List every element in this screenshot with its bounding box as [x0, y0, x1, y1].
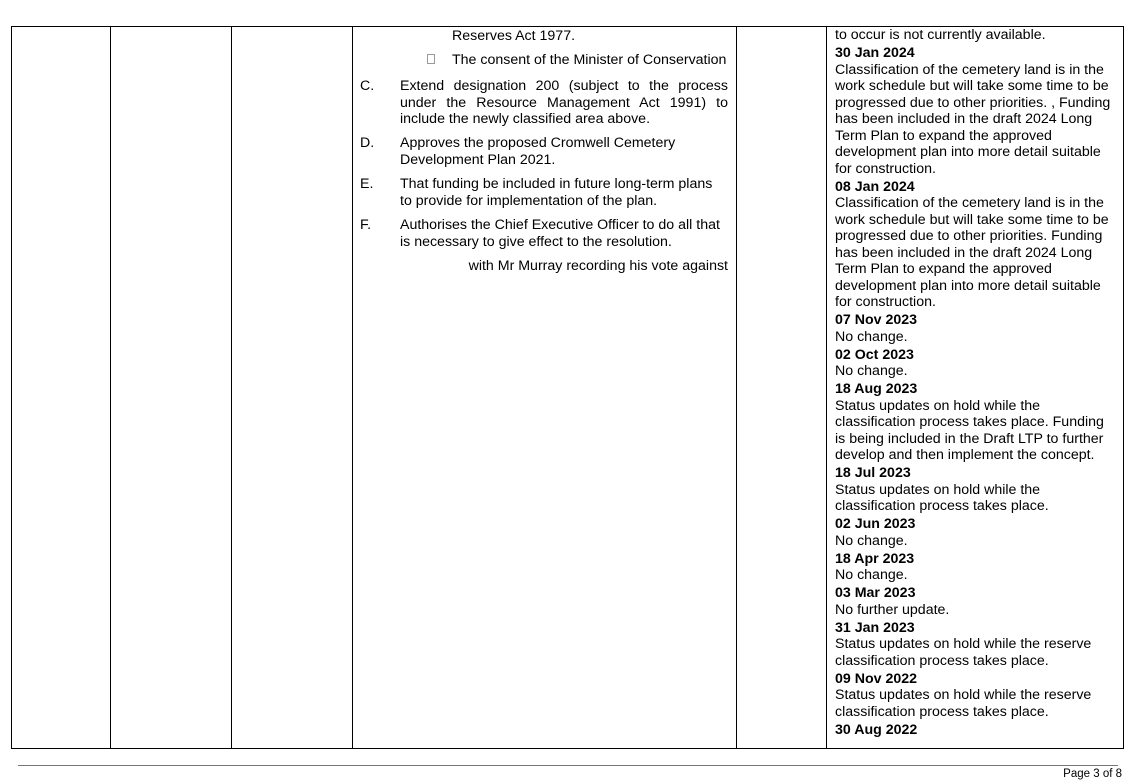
status-entry-note: Classification of the cemetery land is in the work schedule but will take some time to be progressed due to other priorities. Funding has been included in the draft 2024 Long Term Plan to expand the approved development plan into more detail suitable for construction.	[835, 195, 1109, 310]
column-divider	[110, 26, 111, 749]
resolution-item	[360, 176, 728, 209]
status-entry	[835, 312, 1117, 345]
resolution-item-text: Authorises the Chief Executive Officer to do all that is necessary to give effect to the resolution.	[400, 217, 720, 250]
status-entry	[835, 671, 1117, 721]
resolution-item	[360, 217, 728, 250]
resolution-cell	[353, 26, 736, 749]
status-entry	[835, 722, 1117, 739]
status-entry-date: 02 Oct 2023	[835, 346, 914, 363]
column-divider	[736, 26, 737, 749]
status-entry	[835, 465, 1117, 515]
status-entry	[835, 551, 1117, 584]
resolution-item-text: Approves the proposed Cromwell Cemetery Development Plan 2021.	[400, 135, 676, 168]
status-entry-note: Status updates on hold while the reserve classification process takes place.	[835, 636, 1092, 669]
status-entry-date: 18 Apr 2023	[835, 550, 915, 567]
status-entry-date: 08 Jan 2024	[835, 178, 915, 195]
status-entry-note: Status updates on hold while the reserve classification process takes place.	[835, 687, 1092, 720]
bullet-box-icon	[427, 54, 435, 64]
status-entry-date: 18 Jul 2023	[835, 465, 911, 481]
resolution-item-letter: E.	[360, 176, 374, 192]
status-entry-date: 30 Jan 2024	[835, 45, 915, 61]
vote-note: with Mr Murray recording his vote against	[468, 258, 728, 274]
status-entry-note: No change.	[835, 363, 908, 379]
status-entry-note: Status updates on hold while the classification process takes place. Funding is being included in the Draft LTP to further develop and then implement the concept.	[835, 397, 1104, 463]
status-entry	[835, 179, 1117, 311]
status-entry-date: 07 Nov 2023	[835, 312, 918, 328]
status-entry-date: 18 Aug 2023	[835, 381, 918, 397]
resolution-bullet-text: The consent of the Minister of Conservation	[452, 52, 727, 68]
column-divider	[231, 26, 232, 749]
status-entry-note: Status updates on hold while the classification process takes place.	[835, 481, 1049, 514]
footer-divider	[18, 765, 1118, 766]
status-entry-date: 02 Jun 2023	[835, 516, 916, 532]
status-entry	[835, 516, 1117, 549]
resolution-item-text: Extend designation 200 (subject to the process under the Resource Management Act 1991) to include the newly classified area above.	[400, 78, 728, 127]
status-entry-date: 03 Mar 2023	[835, 585, 916, 601]
status-lead-text: to occur is not currently available.	[835, 27, 1046, 43]
resolution-continued-text: Reserves Act 1977.	[452, 28, 576, 44]
status-entry-note: No change.	[835, 532, 908, 549]
status-entry	[835, 585, 1117, 618]
status-cell	[826, 26, 1122, 749]
status-entry-date: 30 Aug 2022	[835, 721, 918, 738]
status-entry	[835, 45, 1117, 177]
status-entry	[835, 620, 1117, 670]
status-entry	[835, 381, 1117, 464]
resolution-item-letter: D.	[360, 135, 375, 151]
status-updates	[835, 27, 1117, 738]
resolution-item	[360, 135, 728, 168]
status-entry-date: 31 Jan 2023	[835, 619, 915, 636]
resolution-item	[360, 78, 728, 128]
status-entry-note: No change.	[835, 567, 908, 583]
resolution-item-letter: F.	[360, 217, 372, 233]
status-entry-list	[835, 45, 1117, 738]
status-entry-note: No change.	[835, 328, 908, 345]
status-entry	[835, 347, 1117, 380]
status-entry-note: Classification of the cemetery land is in the work schedule but will take some time to be progressed due to other priorities. , Funding has been included in the draft 2024 Long Term Plan to expand the approved development plan into more detail suitable for construction.	[835, 61, 1111, 177]
resolution-item-letter: C.	[360, 78, 375, 94]
page-number: Page 3 of 8	[1063, 768, 1122, 780]
status-entry-date: 09 Nov 2022	[835, 670, 918, 687]
resolution-item-text: That funding be included in future long-term plans to provide for implementation of the plan.	[400, 176, 713, 209]
status-entry-note: No further update.	[835, 601, 950, 618]
